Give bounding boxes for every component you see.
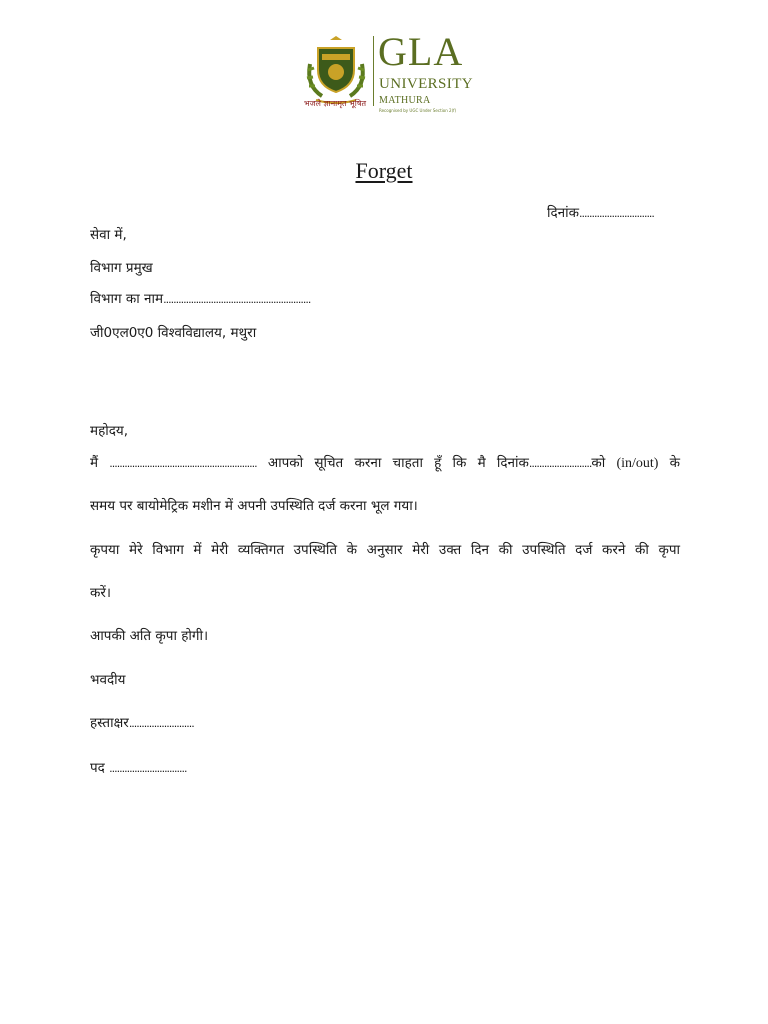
paragraph-2-line-2: करें। xyxy=(90,585,112,601)
closing: भवदीय xyxy=(90,672,126,688)
p1-ko: को xyxy=(591,455,606,471)
paragraph-2-line-1: कृपया मेरे विभाग में मेरी व्यक्तिगत उपस्थिति के अनुसार मेरी उक्त दिन की उपस्थिति दर्ज करने की कृपा xyxy=(90,542,680,558)
university-name: जी0एल0ए0 विश्वविद्यालय, मथुरा xyxy=(90,325,257,341)
university-logo xyxy=(302,29,473,116)
post-blank: ............................... xyxy=(109,762,187,775)
date-blank: .............................. xyxy=(579,207,654,220)
logo-divider xyxy=(373,36,374,106)
paragraph-1-line-1 xyxy=(90,454,680,473)
signature-label: हस्ताक्षर xyxy=(90,715,129,731)
brand-name: GLA xyxy=(378,29,464,74)
paragraph-1-line-2: समय पर बायोमेट्रिक मशीन में अपनी उपस्थिति दर्ज करना भूल गया। xyxy=(90,498,418,514)
p1-ke: के xyxy=(669,455,681,471)
department-name-blank: ........................................................... xyxy=(163,293,311,306)
document-title: Forget xyxy=(355,158,413,183)
signature-line xyxy=(90,714,194,733)
department-name-line xyxy=(90,290,310,309)
brand-subtitle: UNIVERSITY xyxy=(379,76,473,92)
post-line xyxy=(90,759,187,778)
date-line xyxy=(547,204,654,223)
p1-start: मैं xyxy=(90,455,99,471)
to-line: सेवा में, xyxy=(90,227,127,243)
motto-text: भजले ज्ञानामृत भूषित xyxy=(304,99,367,108)
post-label: पद xyxy=(90,760,105,776)
department-name-label: विभाग का नाम xyxy=(90,291,164,307)
department-head: विभाग प्रमुख xyxy=(90,260,153,276)
paragraph-3: आपकी अति कृपा होगी। xyxy=(90,628,209,644)
in-out-text: (in/out) xyxy=(616,456,659,471)
brand-tagline: Recognised by UGC Under Section 2(f) xyxy=(379,108,457,113)
signature-blank: .......................... xyxy=(128,717,194,730)
salutation: महोदय, xyxy=(90,423,129,439)
incident-date-blank: ......................... xyxy=(528,457,592,470)
p1-middle: आपको सूचित करना चाहता हूँ कि मै दिनांक xyxy=(267,455,529,471)
name-blank: ........................................................... xyxy=(109,457,257,470)
brand-city: MATHURA xyxy=(379,95,431,106)
date-label: दिनांक xyxy=(547,205,580,221)
